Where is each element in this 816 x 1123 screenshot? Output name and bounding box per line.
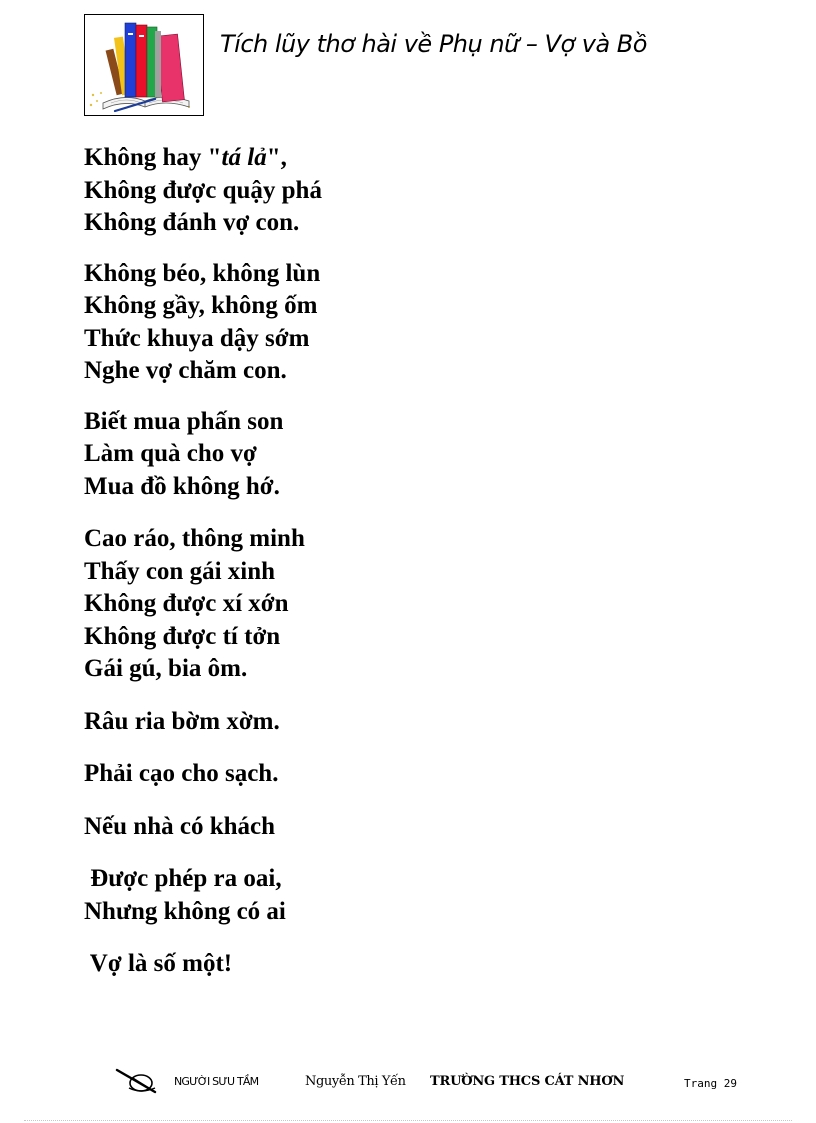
poem-line: Không hay "tá lả", bbox=[84, 144, 287, 171]
poem-body bbox=[84, 142, 724, 981]
poem-line: Phải cạo cho sạch. bbox=[84, 760, 279, 787]
page-header-title: Tích lũy thơ hài về Phụ nữ – Vợ và Bồ bbox=[220, 30, 647, 58]
poem-line: Không được quậy phá bbox=[84, 176, 322, 204]
poem-line: Râu ria bờm xờm. bbox=[84, 707, 280, 735]
poem-line: Nhưng không có ai bbox=[84, 897, 286, 925]
poem-line: Biết mua phấn son bbox=[84, 407, 284, 435]
poem-line: Không được tí tởn bbox=[84, 622, 281, 650]
quill-pen-icon bbox=[115, 1068, 159, 1094]
poem-line: Được phép ra oai, bbox=[84, 865, 282, 892]
poem-line: Không đánh vợ con. bbox=[84, 209, 300, 236]
poem-italic-phrase: tá lả bbox=[221, 144, 267, 171]
poem-line: Vợ là số một! bbox=[84, 950, 233, 977]
poem-line: Thức khuya dậy sớm bbox=[84, 324, 310, 352]
poem-line: Thấy con gái xinh bbox=[84, 557, 276, 585]
poem-stanza bbox=[84, 142, 724, 240]
poem-stanza bbox=[84, 706, 724, 739]
poem-stanza bbox=[84, 948, 724, 981]
books-logo-image bbox=[84, 14, 204, 116]
poem-line: Gái gú, bia ôm. bbox=[84, 655, 248, 682]
page-number: Trang 29 bbox=[684, 1077, 737, 1090]
page-footer bbox=[0, 1068, 816, 1104]
poem-stanza bbox=[84, 811, 724, 844]
poem-stanza bbox=[84, 523, 724, 686]
school-name: TRƯỜNG THCS CÁT NHƠN bbox=[430, 1074, 625, 1089]
poem-line: Không gầy, không ốm bbox=[84, 292, 318, 319]
collector-name: Nguyễn Thị Yến bbox=[305, 1074, 406, 1089]
poem-line: Mua đồ không hớ. bbox=[84, 472, 280, 500]
poem-line: Không được xí xớn bbox=[84, 590, 289, 617]
poem-stanza bbox=[84, 758, 724, 791]
collector-label: NGƯỜI SƯU TẦM bbox=[174, 1075, 259, 1088]
poem-stanza bbox=[84, 406, 724, 504]
poem-line: Không béo, không lùn bbox=[84, 259, 321, 287]
books-icon bbox=[85, 15, 203, 115]
page-bottom-divider bbox=[24, 1120, 792, 1121]
poem-line: Cao ráo, thông minh bbox=[84, 525, 305, 552]
poem-line: Nghe vợ chăm con. bbox=[84, 357, 287, 384]
poem-line: Nếu nhà có khách bbox=[84, 812, 276, 840]
poem-line: Làm quà cho vợ bbox=[84, 440, 257, 467]
poem-stanza bbox=[84, 863, 724, 928]
poem-stanza bbox=[84, 258, 724, 388]
